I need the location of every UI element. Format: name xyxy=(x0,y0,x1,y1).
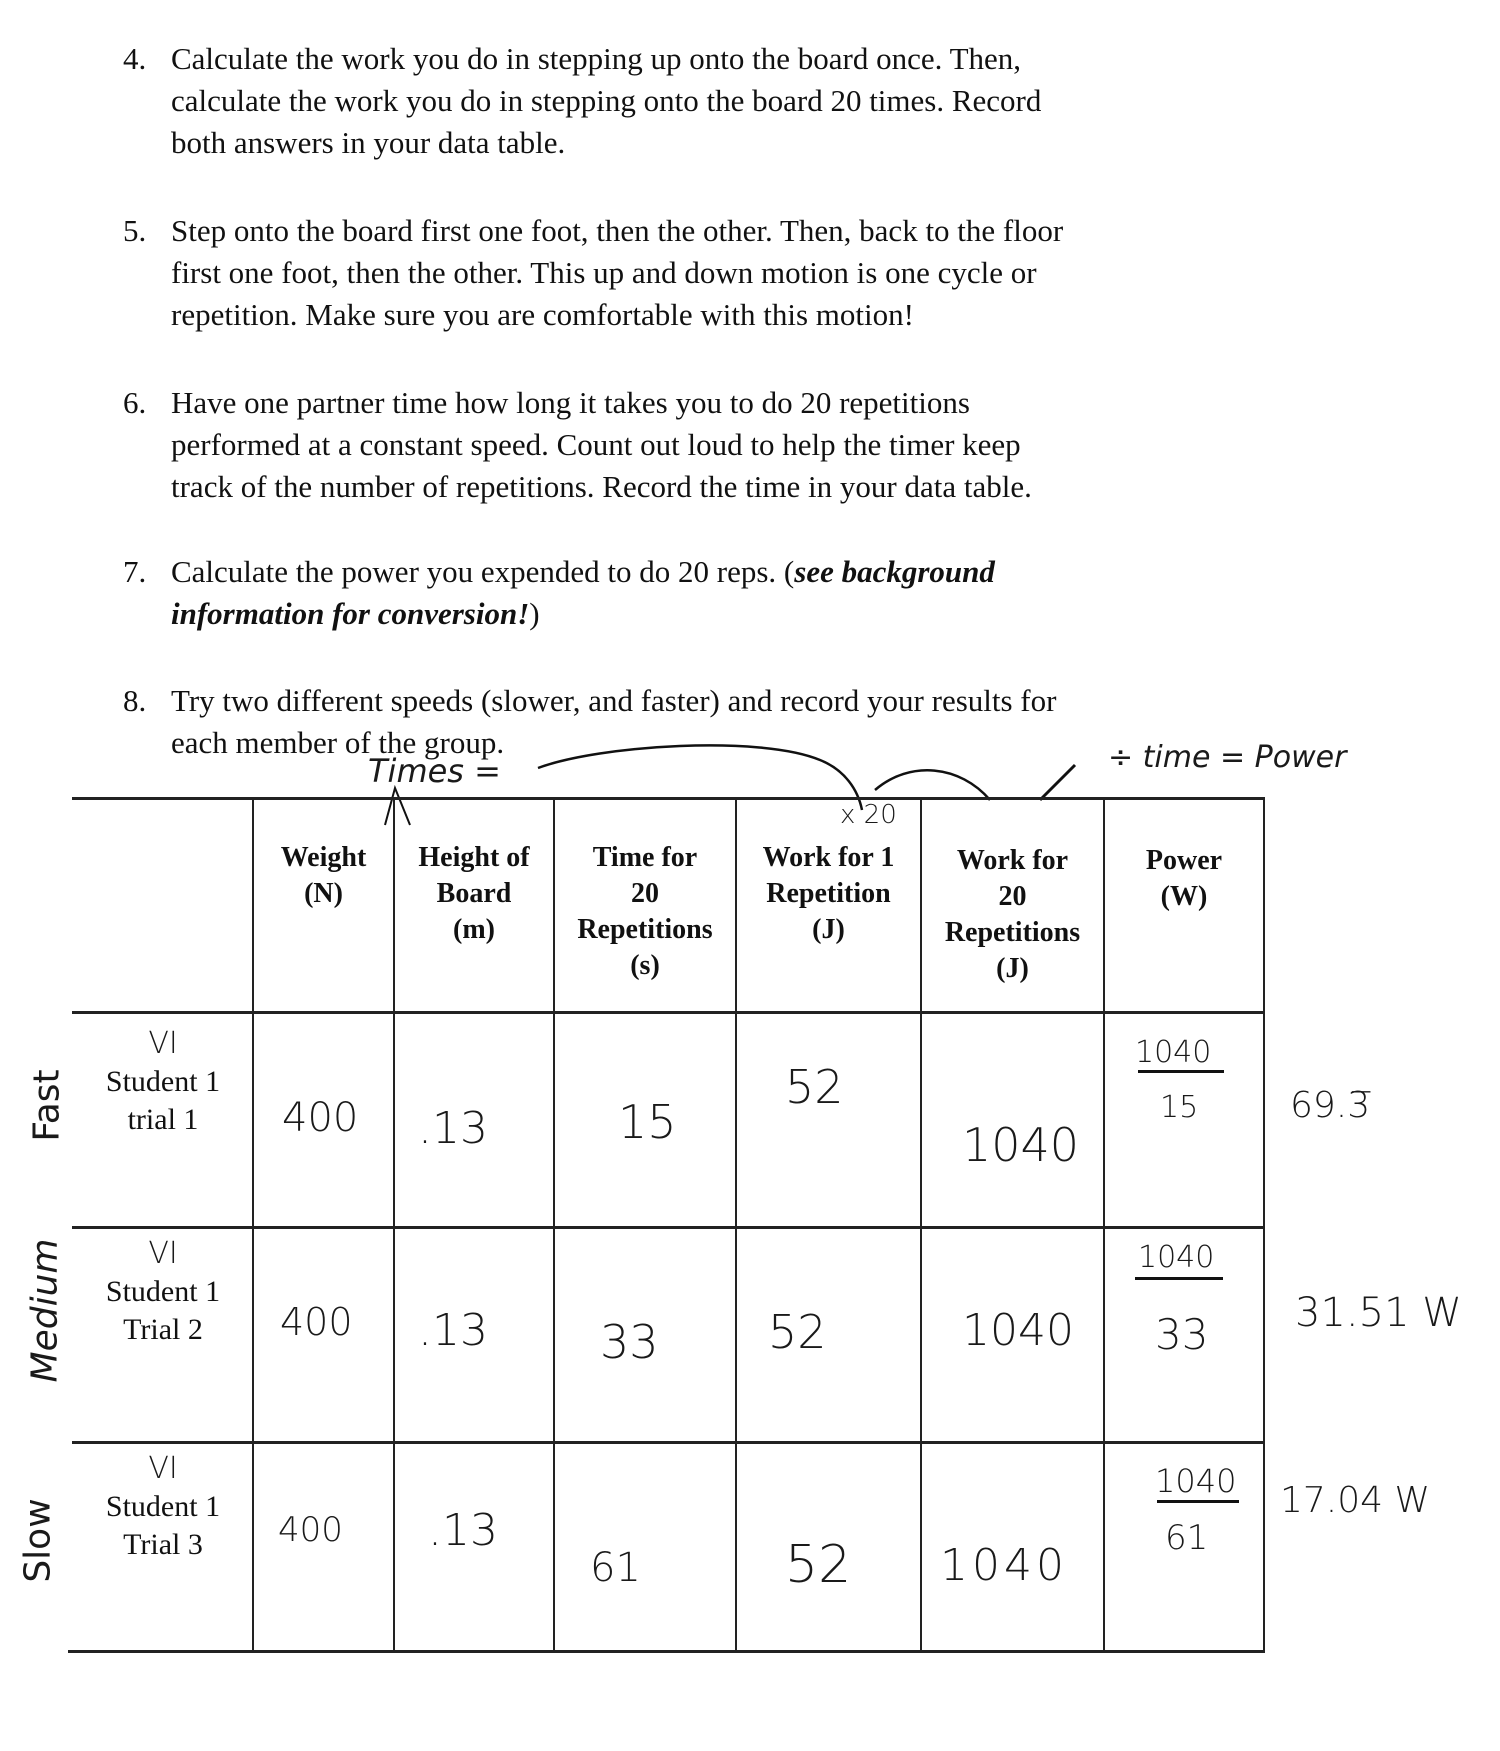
row-label: VI Student 1 Trial 2 xyxy=(105,1236,221,1346)
power-result: 31.51 W xyxy=(1295,1290,1462,1336)
cell-weight: 400 xyxy=(278,1510,343,1550)
header-work-for-1: Work for 1 Repetition (J) xyxy=(762,842,895,945)
speed-label-fast: Fast xyxy=(26,1069,68,1142)
power-result: 17.04 W xyxy=(1280,1480,1431,1521)
header-weight: Weight (N) xyxy=(280,842,367,909)
power-denominator: 61 xyxy=(1165,1518,1209,1558)
times-note: Times = xyxy=(368,752,501,790)
table-border-top xyxy=(72,797,1265,800)
fraction-bar xyxy=(1135,1277,1223,1280)
cell-weight: 400 xyxy=(280,1300,353,1344)
cell-work-one: 52 xyxy=(785,1535,852,1595)
step-line: both answers in your data table. xyxy=(171,125,566,160)
fraction-bar xyxy=(1157,1500,1239,1503)
step-line: each member of the group. xyxy=(171,725,505,760)
table-border-bottom xyxy=(68,1650,1265,1653)
step-line: Try two different speeds (slower, and faster) and record your results for xyxy=(171,683,1057,718)
x20-note: x 20 xyxy=(840,800,897,830)
cell-work-one: 52 xyxy=(768,1305,827,1359)
curved-arrow-times xyxy=(538,745,862,810)
cell-weight: 400 xyxy=(282,1095,359,1141)
step-line: calculate the work you do in stepping onto the board 20 times. Record xyxy=(171,83,1042,118)
step-line: performed at a constant speed. Count out loud to help the timer keep xyxy=(171,427,1021,462)
power-denominator: 15 xyxy=(1160,1090,1199,1125)
column-divider xyxy=(252,797,254,1652)
step-line: information for conversion!) xyxy=(171,596,540,631)
divide-time-power-note: ÷ time = Power xyxy=(1108,740,1347,775)
step-number: 8. xyxy=(123,683,147,718)
cell-work-one: 52 xyxy=(785,1060,844,1114)
cell-height: .13 xyxy=(418,1305,488,1356)
fraction-bar xyxy=(1138,1070,1224,1073)
caret-arrow xyxy=(385,788,410,825)
header-height-of-board: Height of Board (m) xyxy=(418,842,530,945)
step-line: Calculate the work you do in stepping up onto the board once. Then, xyxy=(171,41,1022,76)
column-divider xyxy=(1103,797,1105,1652)
speed-label-slow: Slow xyxy=(17,1498,59,1583)
row-divider xyxy=(72,1011,1265,1014)
cell-work-twenty: 1040 xyxy=(940,1540,1068,1591)
step-line: first one foot, then the other. This up and down motion is one cycle or xyxy=(171,255,1037,290)
step-number: 6. xyxy=(123,385,147,420)
step-number: 4. xyxy=(123,41,147,76)
check-mark xyxy=(1040,765,1075,800)
curved-arrow-work xyxy=(875,770,990,800)
header-time-for-20: Time for 20 Repetitions (s) xyxy=(577,842,713,981)
power-numerator: 1040 xyxy=(1138,1240,1215,1275)
cell-height: .13 xyxy=(428,1505,498,1556)
step-number: 7. xyxy=(123,554,147,589)
cell-time: 33 xyxy=(600,1315,659,1369)
speed-label-medium: Medium xyxy=(24,1238,66,1383)
row-divider xyxy=(72,1441,1265,1444)
header-work-for-20: Work for 20 Repetitions (J) xyxy=(944,845,1081,984)
cell-work-twenty: 1040 xyxy=(962,1305,1074,1356)
cell-time: 61 xyxy=(590,1545,641,1591)
step-line: track of the number of repetitions. Record the time in your data table. xyxy=(171,469,1032,504)
cell-time: 15 xyxy=(618,1095,677,1149)
cell-height: .13 xyxy=(418,1103,488,1154)
step-line: repetition. Make sure you are comfortable with this motion! xyxy=(171,297,914,332)
row-divider xyxy=(72,1226,1265,1229)
step-line: Calculate the power you expended to do 20 reps. (see background xyxy=(171,554,995,589)
header-power: Power (W) xyxy=(1145,845,1223,912)
row-label: VI Student 1 Trial 3 xyxy=(105,1451,221,1561)
power-result: 69.3̅ xyxy=(1290,1085,1371,1126)
step-line: Step onto the board first one foot, then the other. Then, back to the floor xyxy=(171,213,1064,248)
power-numerator: 1040 xyxy=(1155,1462,1237,1500)
step-line: Have one partner time how long it takes you to do 20 repetitions xyxy=(171,385,970,420)
power-denominator: 33 xyxy=(1155,1310,1209,1359)
power-numerator: 1040 xyxy=(1135,1035,1212,1070)
table-border-right xyxy=(1263,797,1265,1652)
row-label: VI Student 1 trial 1 xyxy=(105,1026,221,1136)
step-number: 5. xyxy=(123,213,147,248)
cell-work-twenty: 1040 xyxy=(962,1118,1080,1172)
